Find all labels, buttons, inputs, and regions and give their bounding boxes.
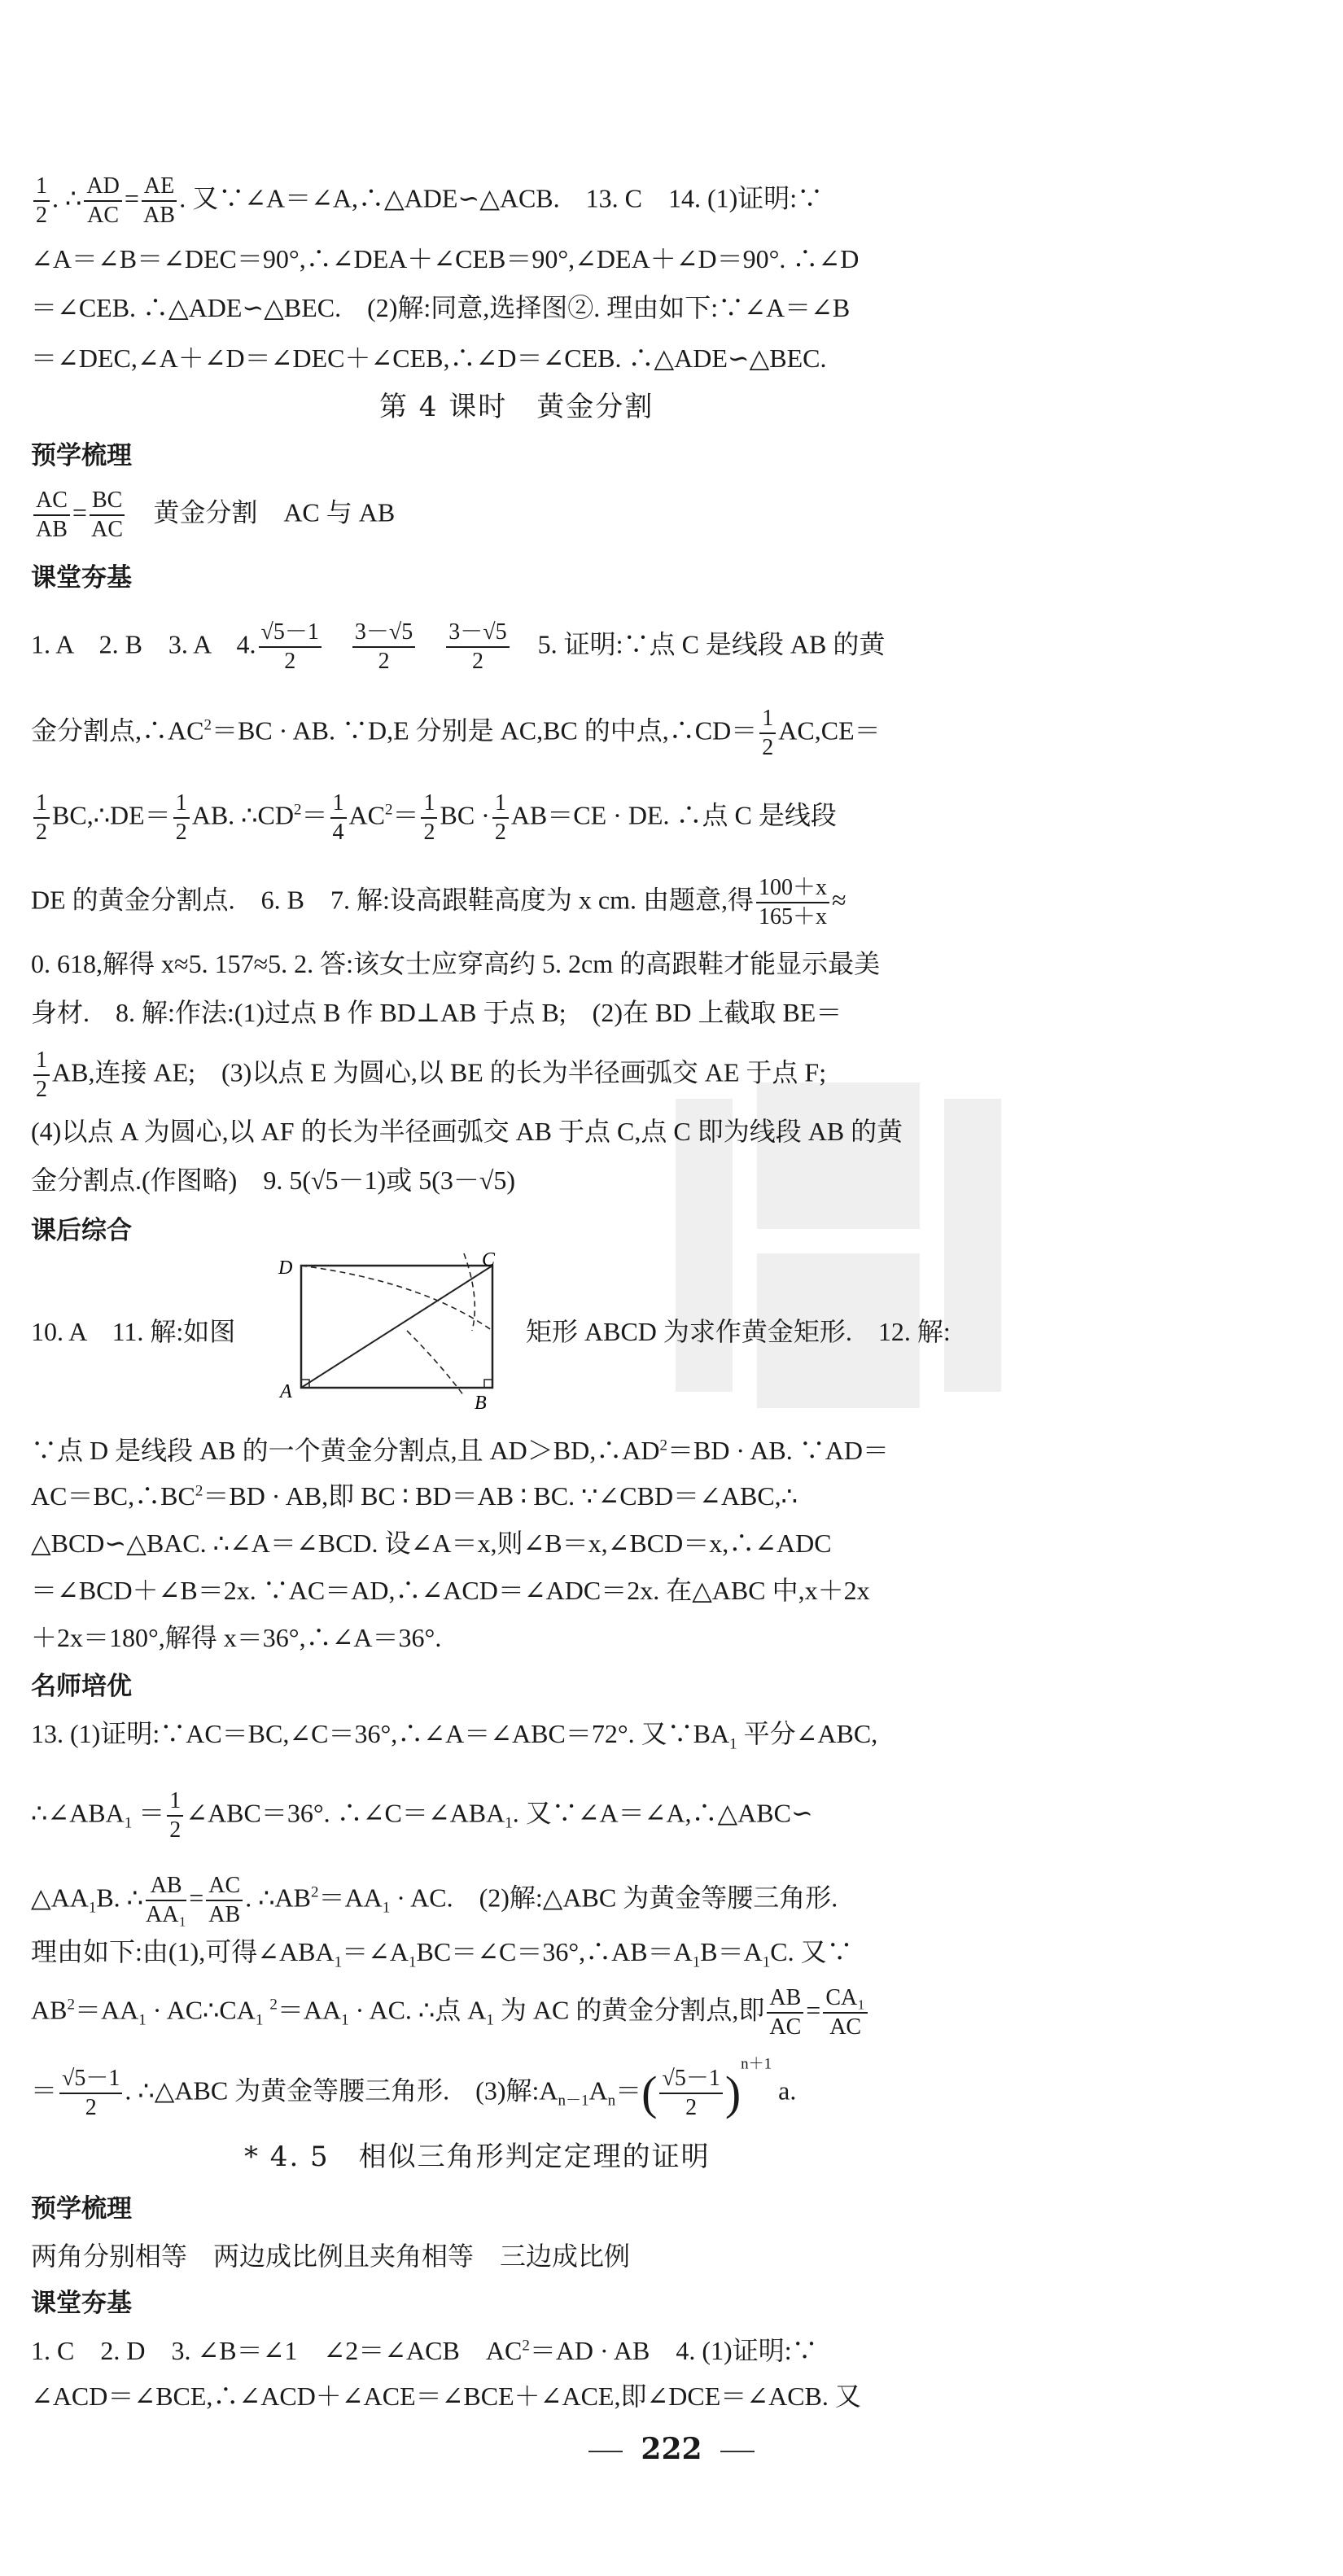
text-line: 10. A 11. 解:如图 — [31, 1317, 236, 1346]
fraction: $\frac{AB}{\text{AA₁}}$ — [146, 1873, 187, 1927]
text-line: 理由如下:由(1),可得$\angle ABA_1=\angle A_1BC=\angle C=36^\circ,\therefore AB=A_1B=A_1C$. 又∵ — [31, 1937, 853, 1971]
label-d: D — [278, 1257, 293, 1279]
text-line: 矩形 ABCD 为求作黄金矩形. 12. 解: — [526, 1317, 951, 1346]
fraction: $\frac{AE}{AB}$ — [142, 173, 177, 230]
fraction: $\frac{1}{2}$ — [33, 173, 50, 230]
fraction: $\frac{1}{2}$ — [759, 705, 776, 762]
fraction: $\frac{1}{2}$ — [421, 789, 437, 846]
page-number-dash — [720, 2451, 755, 2452]
fraction: $\frac{\text{CA₁}}{AC}$ — [823, 1984, 868, 2041]
fraction: $\frac{1}{2}$ — [167, 1787, 183, 1844]
text-line: ＝ $\frac{√5-1}{2}$ . ∴△ABC 为黄金等腰三角形. (3)解$:A_{n-1}A_n=$( $\frac{√5-1}{2}$ )$^{n+1}$ a. — [31, 2055, 797, 2120]
section-heading: 课堂夯基 — [31, 2289, 132, 2318]
text-line: $\frac{AC}{AB}$ = $\frac{BC}{AC}$ 黄金分割 AC 与 AB — [31, 487, 1317, 544]
label-a: A — [280, 1381, 292, 1402]
text-line: ∠A＝∠B＝∠DEC＝90°,∴∠DEA＋∠CEB＝90°,∠DEA＋∠D＝90°. ∴∠D — [31, 244, 860, 273]
fraction: $\frac{3-√5}{2}$ — [446, 619, 509, 676]
section-heading: 预学梳理 — [31, 2194, 132, 2224]
section-heading: 课后综合 — [31, 1216, 132, 1245]
section-heading: 预学梳理 — [31, 441, 132, 470]
fraction: $\frac{AC}{AB}$ — [33, 487, 70, 544]
label-c: C — [482, 1249, 496, 1271]
fraction: $\frac{1}{2}$ — [173, 789, 190, 846]
section-title: * 4. 5 相似三角形判定定理的证明 — [244, 2141, 711, 2173]
text-line: $\frac{1}{2}$ . ∴ $\frac{AD}{AC}$ = $\frac{AE}{AB}$ . 又∵∠A＝∠A,∴△ADE∽△ACB. 13. C 14. (1)证明:∵ — [31, 173, 1317, 230]
fraction: $\frac{1}{2}$ — [33, 1047, 50, 1104]
fraction: $\frac{AB}{AC}$ — [767, 1984, 803, 2041]
text-line: 金分割点.(作图略) 9. 5(√5－1)或 5(3－√5) — [31, 1166, 516, 1195]
text-line: 13. (1)证明:∵AC＝BC,∠C＝36°,∴∠A＝∠ABC＝72°. 又$\because BA_1$ 平分∠ABC, — [31, 1719, 878, 1753]
text-line: $AB^2=AA_1$ · $AC\therefore CA_1$ $^2=AA_1$ · AC. ∴点 $A_1$ 为 AC 的黄金分割点,即 $\frac{AB}{AC}$ = $\frac{\text{CA₁}}{AC}$ — [31, 1984, 1317, 2041]
text-line: 1. A 2. B 3. A 4. $\frac{√5-1}{2}$ $\frac{3-√5}{2}$ $\frac{3-√5}{2}$ 5. 证明:∵点 C 是线段 AB 的黄 — [31, 619, 886, 674]
fraction: $\frac{√5-1}{2}$ — [259, 619, 322, 676]
fraction: $\frac{1}{2}$ — [33, 789, 50, 846]
text-line: $\therefore\angle ABA_1$ ＝ $\frac{1}{2}$ ∠ABC＝36°. $\therefore\angle C=\angle ABA_1$. 又∵∠A＝∠A,∴△ABC∽ — [31, 1788, 813, 1843]
text-line: $\frac{1}{2}$ BC,∴DE＝ $\frac{1}{2}$ AB. $\therefore CD^2=$ $\frac{1}{4}$ $AC^2=$ $\frac{1}{2}$ BC · $\frac{1}{2}$ AB＝CE · DE. ∴点 C 是线段 — [31, 789, 1317, 846]
text-line: 两角分别相等 两边成比例且夹角相等 三边成比例 — [31, 2241, 631, 2271]
section-heading: 名师培优 — [31, 1672, 132, 1701]
section-title: 第 4 课时 黄金分割 — [379, 391, 654, 423]
fraction: $\frac{AC}{AB}$ — [206, 1872, 243, 1929]
section-heading: 课堂夯基 — [31, 563, 132, 593]
fraction: $\frac{BC}{AC}$ — [90, 487, 125, 544]
fraction: $\frac{√5-1}{2}$ — [59, 2065, 122, 2122]
page-number: 222 — [0, 2432, 1343, 2466]
construction-arc — [407, 1331, 464, 1396]
text-line: 0. 618,解得 x≈5. 157≈5. 2. 答:该女士应穿高约 5. 2cm 的高跟鞋才能显示最美 — [31, 949, 881, 978]
text-line: ＋2x＝180°,解得 x＝36°,∴∠A＝36°. — [31, 1623, 442, 1652]
right-angle-mark — [484, 1380, 492, 1388]
text-line: $\triangle AA_1B$. ∴ $\frac{AB}{\text{AA₁}}$ = $\frac{AC}{AB}$ . $\therefore AB^2=AA_1$ · AC. (2)解:△ABC 为黄金等腰三角形. — [31, 1873, 838, 1927]
text-line: 金分割点$,\therefore AC^2=BC$ · AB. ∵D,E 分别是 AC,BC 的中点,∴CD＝ $\frac{1}{2}$ AC,CE＝ — [31, 706, 881, 760]
text-line: ＝∠BCD＋∠B＝2x. ∵AC＝AD,∴∠ACD＝∠ADC＝2x. 在△ABC 中,x＋2x — [31, 1576, 870, 1605]
golden-rectangle-figure — [277, 1249, 521, 1412]
page-number-dash — [588, 2451, 623, 2452]
text-line: 1. C 2. D 3. ∠B＝∠1 ∠2＝∠ACB $AC^2=AD$ · AB 4. (1)证明:∵ — [31, 2336, 818, 2365]
text-line: (4)以点 A 为圆心,以 AF 的长为半径画弧交 AB 于点 C,点 C 即为线段 AB 的黄 — [31, 1117, 903, 1146]
text-line: △BCD∽△BAC. ∴∠A＝∠BCD. 设∠A＝x,则∠B＝x,∠BCD＝x,∴∠ADC — [31, 1529, 832, 1558]
fraction: $\frac{100+x}{165+x}$ — [756, 874, 829, 931]
fraction: $\frac{AD}{AC}$ — [84, 173, 121, 230]
fraction: $\frac{1}{4}$ — [330, 789, 347, 846]
construction-arc — [301, 1266, 492, 1331]
text-line: 身材. 8. 解:作法:(1)过点 B 作 BD⊥AB 于点 B; (2)在 BD 上截取 BE＝ — [31, 998, 842, 1027]
text-line: $AC=BC,\therefore BC^2=BD$ · AB,即 BC ∶ BD＝AB ∶ BC. ∵∠CBD＝∠ABC,∴ — [31, 1481, 798, 1511]
label-b: B — [475, 1393, 487, 1412]
fraction: $\frac{3-√5}{2}$ — [352, 619, 415, 676]
diagonal-ac — [301, 1266, 492, 1388]
text-line: ＝∠CEB. ∴△ADE∽△BEC. (2)解:同意,选择图②. 理由如下:∵∠A＝∠B — [31, 293, 851, 322]
fraction: $\frac{√5-1}{2}$ — [659, 2065, 722, 2122]
text-line: ∠ACD＝∠BCE,∴∠ACD＋∠ACE＝∠BCE＋∠ACE,即∠DCE＝∠ACB. 又 — [31, 2381, 861, 2411]
fraction: $\frac{1}{2}$ — [492, 789, 509, 846]
text-line: $\frac{1}{2}$ AB,连接 AE; (3)以点 E 为圆心,以 BE 的长为半径画弧交 AE 于点 F; — [31, 1047, 1317, 1104]
text-line: DE 的黄金分割点. 6. B 7. 解:设高跟鞋高度为 x cm. 由题意,得 $\frac{100+x}{165+x}$ ≈ — [31, 875, 846, 929]
text-line: ∵点 D 是线段 AB 的一个黄金分割点,且 $AD>BD,\therefore AD^2=BD$ · AB. ∵AD＝ — [31, 1436, 889, 1465]
text-line: ＝∠DEC,∠A＋∠D＝∠DEC＋∠CEB,∴∠D＝∠CEB. ∴△ADE∽△BEC. — [31, 343, 827, 373]
